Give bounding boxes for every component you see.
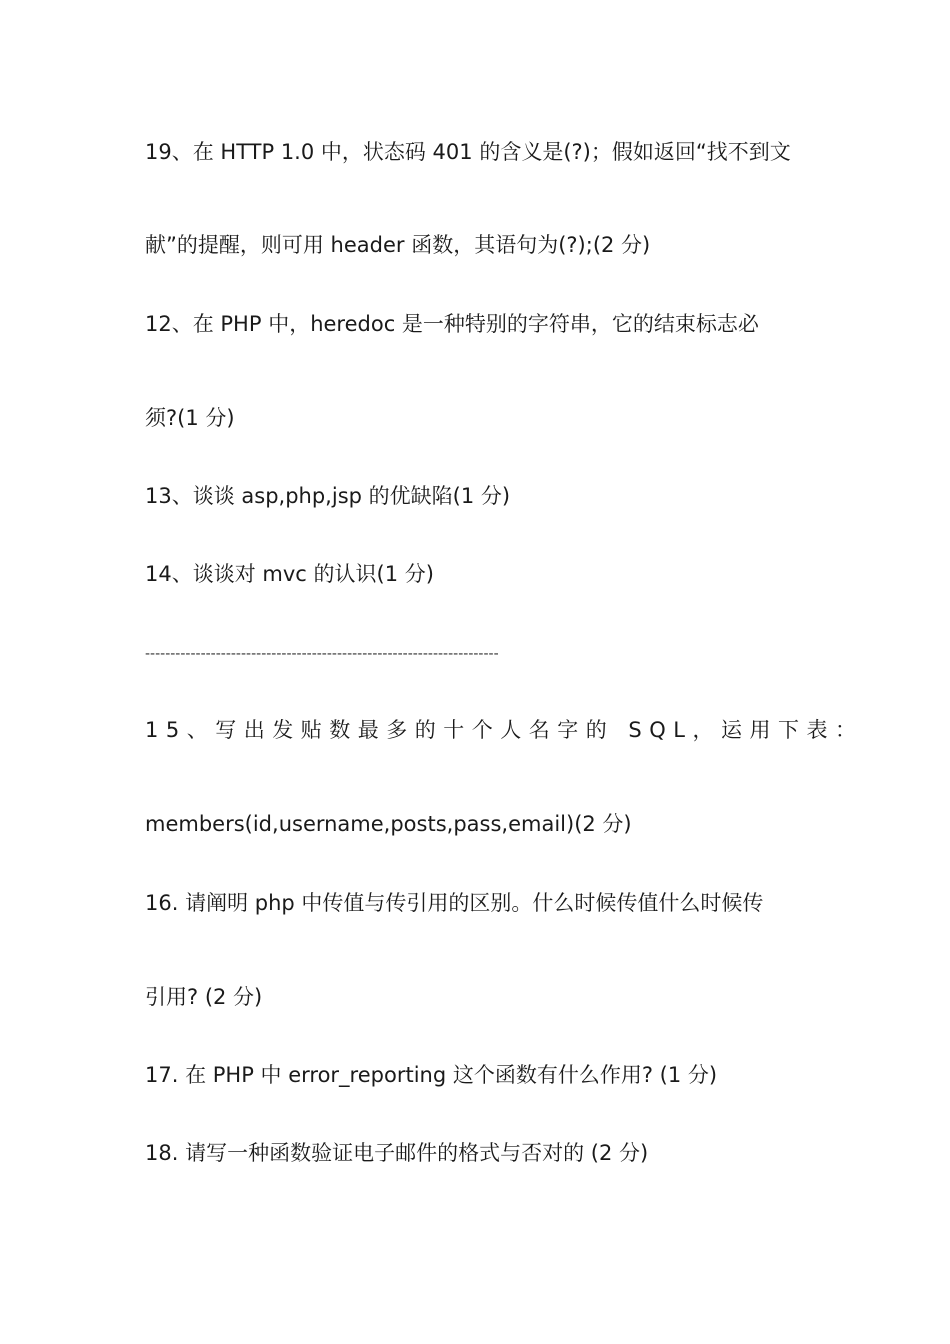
question-12-line-2: 须?(1 分)	[145, 406, 235, 430]
question-14: 14、谈谈对 mvc 的认识(1 分)	[145, 562, 434, 586]
question-12-line-1: 12、在 PHP 中，heredoc 是一种特别的字符串，它的结束标志必	[145, 312, 759, 336]
separator-line: ----------------------------------------------------------------------	[145, 646, 499, 662]
question-13: 13、谈谈 asp,php,jsp 的优缺陷(1 分)	[145, 484, 511, 508]
question-16-line-2: 引用? (2 分)	[145, 985, 263, 1009]
question-19-line-1: 19、在 HTTP 1.0 中，状态码 401 的含义是(?)；假如返回“找不到文	[145, 140, 791, 164]
question-17: 17. 在 PHP 中 error_reporting 这个函数有什么作用? (1 分)	[145, 1063, 718, 1087]
question-15-line-1: 15、写出发贴数最多的十个人名字的 SQL，运用下表：	[145, 718, 864, 742]
question-15-line-2: members(id,username,posts,pass,email)(2 分)	[145, 812, 632, 836]
question-16-line-1: 16. 请阐明 php 中传值与传引用的区别。什么时候传值什么时候传	[145, 891, 764, 915]
question-19-line-2: 献”的提醒，则可用 header 函数，其语句为(?);(2 分)	[145, 233, 651, 257]
question-18: 18. 请写一种函数验证电子邮件的格式与否对的 (2 分)	[145, 1141, 649, 1165]
